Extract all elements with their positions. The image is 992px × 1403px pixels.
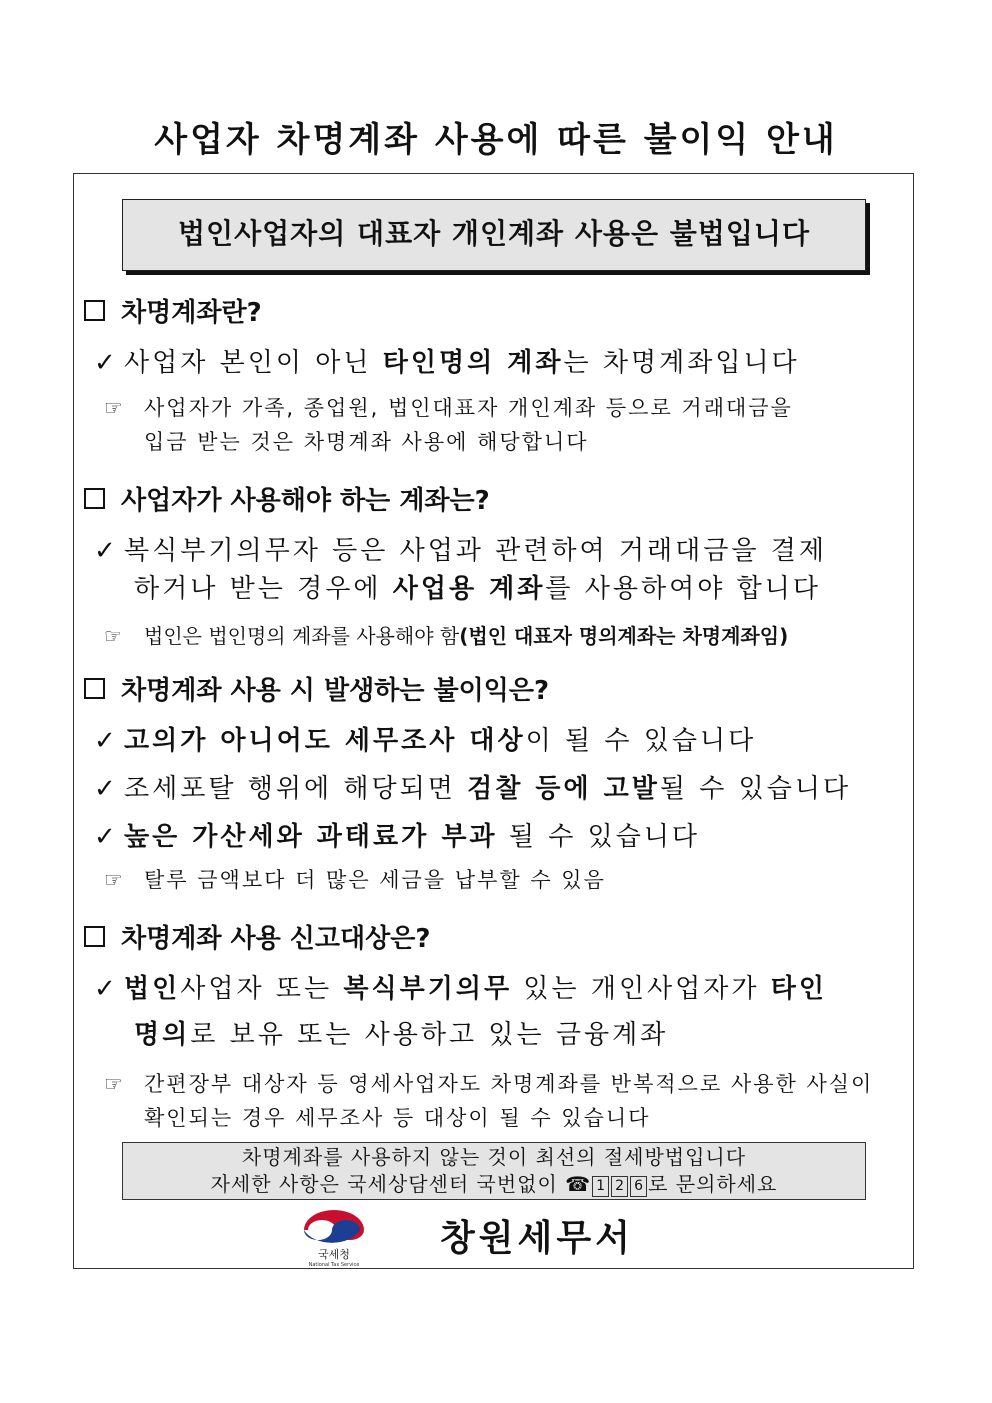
note-1-1: ☞ 사업자가 가족, 종업원, 법인대표자 개인계좌 등으로 거래대금을 — [104, 396, 793, 420]
section-heading-2: 사업자가 사용해야 하는 계좌는? — [84, 480, 490, 517]
national-tax-service-logo — [300, 1208, 368, 1268]
note-4-1: ☞ 간편장부 대상자 등 영세사업자도 차명계좌를 반복적으로 사용한 사실이 — [104, 1072, 874, 1096]
checkbox-square-icon — [84, 300, 105, 321]
pointing-hand-icon: ☞ — [104, 1072, 123, 1096]
note-3-1: ☞ 탈루 금액보다 더 많은 세금을 납부할 수 있음 — [104, 868, 606, 892]
check-item-3-2: ✓ 조세포탈 행위에 해당되면 검찰 등에 고발될 수 있습니다 — [94, 774, 852, 804]
check-item-1-1: ✓ 사업자 본인이 아닌 타인명의 계좌는 차명계좌입니다 — [94, 348, 800, 378]
check-icon: ✓ — [94, 348, 116, 378]
note-1-1-cont: 입금 받는 것은 차명계좌 사용에 해당합니다 — [144, 430, 589, 454]
checkbox-square-icon — [84, 926, 105, 947]
check-item-3-1: ✓ 고의가 아니어도 세무조사 대상이 될 수 있습니다 — [94, 726, 757, 756]
check-item-2-1: ✓ 복식부기의무자 등은 사업과 관련하여 거래대금을 결제 — [94, 536, 827, 566]
check-icon: ✓ — [94, 726, 116, 756]
check-item-3-3: ✓ 높은 가산세와 과태료가 부과 될 수 있습니다 — [94, 822, 701, 852]
pointing-hand-icon: ☞ — [104, 396, 123, 420]
footer-info-box — [122, 1142, 866, 1200]
section-heading-3: 차명계좌 사용 시 발생하는 불이익은? — [84, 670, 549, 707]
pointing-hand-icon: ☞ — [104, 624, 122, 648]
check-item-4-1: ✓ 법인사업자 또는 복식부기의무 있는 개인사업자가 타인 — [94, 974, 828, 1004]
footer-line-1: 차명계좌를 사용하지 않는 것이 최선의 절세방법입니다 — [241, 1145, 747, 1169]
section-heading-1: 차명계좌란? — [84, 292, 262, 329]
checkbox-square-icon — [84, 678, 105, 699]
warning-banner: 법인사업자의 대표자 개인계좌 사용은 불법입니다 — [122, 199, 866, 271]
page-title: 사업자 차명계좌 사용에 따른 불이익 안내 — [154, 120, 838, 160]
tax-office-name: 창원세무서 — [440, 1218, 634, 1259]
notice-frame — [73, 173, 914, 1269]
checkbox-square-icon — [84, 488, 105, 509]
check-item-4-1-cont: 명의로 보유 또는 사용하고 있는 금융계좌 — [134, 1020, 669, 1050]
section-heading-4: 차명계좌 사용 신고대상은? — [84, 918, 430, 955]
check-icon: ✓ — [94, 822, 116, 852]
logo-name: 국세청 — [318, 1248, 350, 1261]
check-icon: ✓ — [94, 974, 116, 1004]
note-2-1: ☞ 법인은 법인명의 계좌를 사용해야 함(법인 대표자 명의계좌는 차명계좌임) — [104, 624, 789, 648]
check-icon: ✓ — [94, 774, 116, 804]
pointing-hand-icon: ☞ — [104, 868, 123, 892]
check-item-2-1-cont: 하거나 받는 경우에 사업용 계좌를 사용하여야 합니다 — [134, 574, 821, 604]
note-4-1-cont: 확인되는 경우 세무조사 등 대상이 될 수 있습니다 — [144, 1106, 651, 1130]
footer-line-2: 자세한 사항은 국세상담센터 국번없이 ☎ 1 2 6 로 문의하세요 — [210, 1172, 778, 1196]
logo-sub: National Tax Service — [308, 1262, 360, 1268]
check-icon: ✓ — [94, 536, 116, 566]
phone-icon: ☎ — [565, 1172, 592, 1196]
